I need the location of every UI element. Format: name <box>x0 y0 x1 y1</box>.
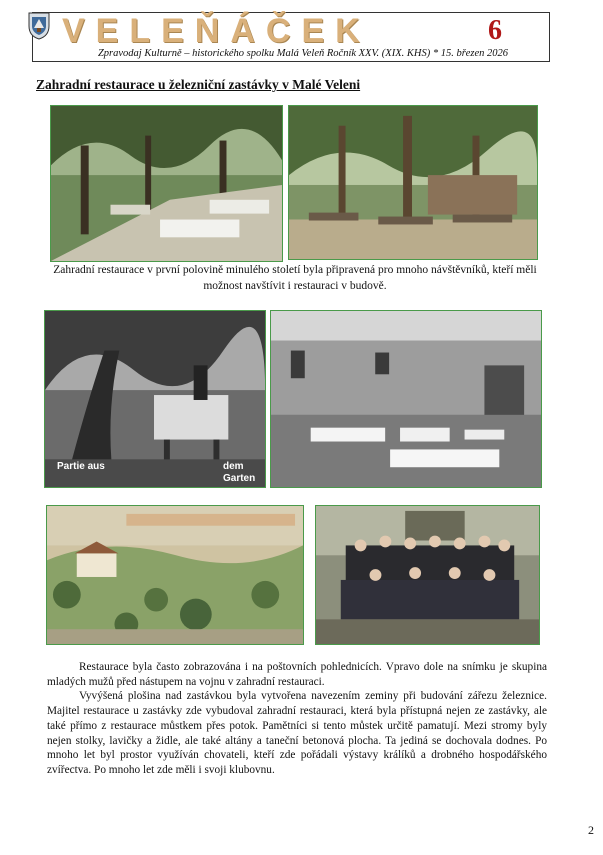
photo-restaurant-interior <box>270 310 542 488</box>
photo-postcard-illustration <box>46 505 304 645</box>
issue-number: 6 <box>488 15 502 46</box>
photo-caption: Zahradní restaurace v první polovině minulého století byla připravená pro mnoho návštěvníků, kteří měli možnost navštívit i restauraci v budově. <box>53 264 537 292</box>
paragraph-2: Vyvýšená plošina nad zastávkou byla vytvořena navezením zeminy při budování zářezu železnice. Majitel restaurace u zastávky zde vybudoval zahradní restauraci, která byla přístupná nejen ze zastávky, ale také přímo z restaurace můstkem přes potok. Pamětníci si tento můstek určitě pamatují. Mezi stromy byly nejen stolky, lavičky a židle, ale také altány a taneční betonová plocha. Ta jediná se dochovala dodnes. Po mnoho let byl prostor využíván chovateli, kteří zde pořádali výstavy králíků a drobného hospodářského zvířectva. Po mnoho let zde měli i svoji klubovnu. <box>47 690 547 776</box>
paragraph-1: Restaurace byla často zobrazována i na poštovních pohlednicích. Vpravo dole na snímku je skupina mladých mužů před nástupem na vojnu v zahradní restauraci. <box>47 661 547 688</box>
photo-overlay-right: dem Garten <box>223 461 256 484</box>
photo-overlay-left: Partie aus <box>57 461 105 472</box>
masthead-title: VELEŇÁČEK <box>62 12 371 50</box>
photo-partie-aus-dem-garten <box>44 310 266 488</box>
article-body <box>47 660 547 796</box>
page-number: 2 <box>588 823 594 837</box>
masthead-subtitle: Zpravodaj Kulturně – historického spolku Malá Veleň Ročník XXV. (XIX. KHS) * 15. březen 2026 <box>97 48 509 59</box>
photo-garden-restaurant <box>288 105 538 260</box>
crest-logo-icon <box>27 10 51 40</box>
photo-garden-tables <box>50 105 283 262</box>
article-heading: Zahradní restaurace u železniční zastávky v Malé Veleni <box>36 77 361 92</box>
photo-group-young-men <box>315 505 540 645</box>
